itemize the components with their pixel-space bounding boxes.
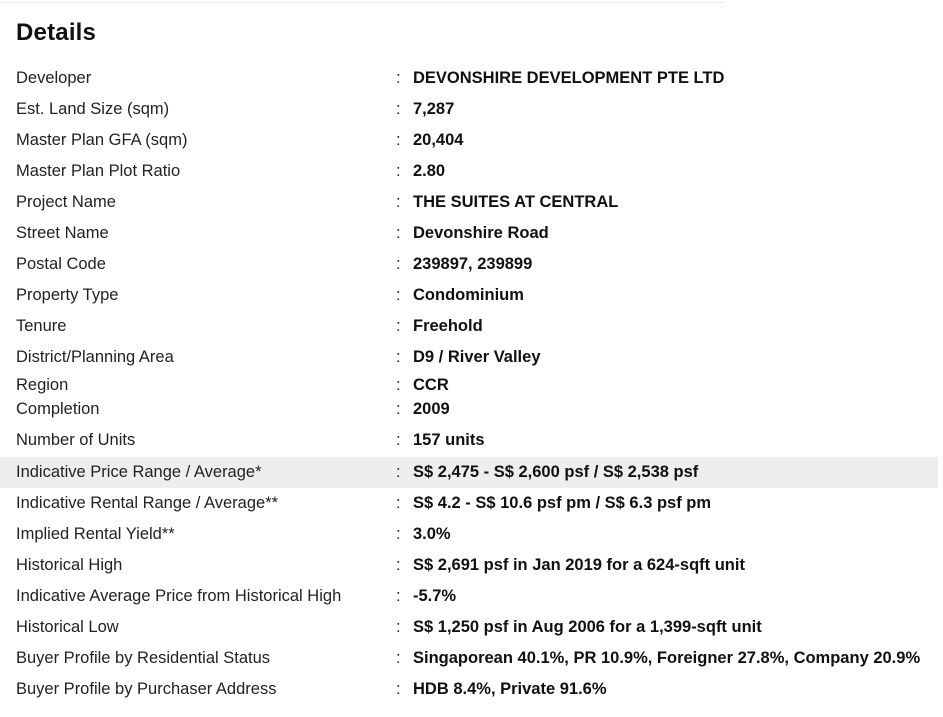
- detail-separator: :: [396, 400, 401, 418]
- detail-label: Number of Units: [16, 431, 136, 449]
- details-list: [0, 63, 943, 705]
- detail-value: D9 / River Valley: [413, 348, 541, 366]
- detail-separator: :: [396, 431, 401, 449]
- detail-separator: :: [396, 587, 401, 605]
- detail-label: Indicative Average Price from Historical High: [16, 587, 342, 605]
- detail-label: Indicative Price Range / Average*: [16, 463, 262, 481]
- detail-row-plot-ratio: [0, 156, 943, 187]
- section-title: Details: [16, 19, 97, 46]
- detail-row-district: [0, 342, 943, 373]
- detail-row-units: [0, 421, 943, 453]
- detail-value: 157 units: [413, 431, 485, 449]
- top-divider: [0, 2, 724, 3]
- detail-value: -5.7%: [413, 587, 457, 605]
- detail-value: THE SUITES AT CENTRAL: [413, 193, 619, 211]
- detail-separator: :: [396, 494, 401, 512]
- detail-label: Historical High: [16, 556, 123, 574]
- detail-label: Implied Rental Yield**: [16, 525, 175, 543]
- detail-row-postal-code: [0, 249, 943, 280]
- detail-value: Devonshire Road: [413, 224, 549, 242]
- detail-row-gfa: [0, 125, 943, 156]
- detail-row-project-name: [0, 187, 943, 218]
- detail-value: 239897, 239899: [413, 255, 533, 273]
- detail-separator: :: [396, 69, 401, 87]
- detail-separator: :: [396, 348, 401, 366]
- detail-separator: :: [396, 649, 401, 667]
- detail-separator: :: [396, 162, 401, 180]
- detail-row-buyer-residential: [0, 643, 943, 674]
- detail-row-avg-from-high: [0, 581, 943, 612]
- detail-label: Postal Code: [16, 255, 106, 273]
- detail-row-price-range: [0, 457, 938, 488]
- detail-row-historical-high: [0, 550, 943, 581]
- detail-row-buyer-address: [0, 674, 943, 705]
- detail-row-rental-yield: [0, 519, 943, 550]
- detail-row-land-size: [0, 94, 943, 125]
- detail-label: Est. Land Size (sqm): [16, 100, 170, 118]
- detail-row-historical-low: [0, 612, 943, 643]
- detail-separator: :: [396, 193, 401, 211]
- detail-row-rental-range: [0, 488, 943, 519]
- detail-row-completion: [0, 397, 943, 421]
- detail-label: Master Plan Plot Ratio: [16, 162, 181, 180]
- detail-separator: :: [396, 525, 401, 543]
- detail-value: S$ 2,691 psf in Jan 2019 for a 624-sqft unit: [413, 556, 745, 574]
- detail-label: Buyer Profile by Purchaser Address: [16, 680, 277, 698]
- detail-value: S$ 4.2 - S$ 10.6 psf pm / S$ 6.3 psf pm: [413, 494, 712, 512]
- detail-label: Street Name: [16, 224, 109, 242]
- detail-value: Condominium: [413, 286, 524, 304]
- detail-label: Developer: [16, 69, 92, 87]
- detail-value: 2009: [413, 400, 450, 418]
- detail-value: S$ 1,250 psf in Aug 2006 for a 1,399-sqft unit: [413, 618, 762, 636]
- detail-value: Freehold: [413, 317, 483, 335]
- detail-value: S$ 2,475 - S$ 2,600 psf / S$ 2,538 psf: [413, 463, 699, 481]
- detail-value: 20,404: [413, 131, 464, 149]
- detail-value: 7,287: [413, 100, 455, 118]
- detail-separator: :: [396, 100, 401, 118]
- detail-separator: :: [396, 286, 401, 304]
- detail-separator: :: [396, 463, 401, 481]
- detail-separator: :: [396, 680, 401, 698]
- detail-value: HDB 8.4%, Private 91.6%: [413, 680, 607, 698]
- detail-label: Historical Low: [16, 618, 119, 636]
- detail-row-property-type: [0, 280, 943, 311]
- detail-separator: :: [396, 224, 401, 242]
- detail-separator: :: [396, 131, 401, 149]
- detail-separator: :: [396, 376, 401, 394]
- detail-label: Buyer Profile by Residential Status: [16, 649, 271, 667]
- detail-separator: :: [396, 556, 401, 574]
- detail-value: 3.0%: [413, 525, 451, 543]
- detail-label: Project Name: [16, 193, 116, 211]
- detail-value: 2.80: [413, 162, 446, 180]
- detail-label: Region: [16, 376, 69, 394]
- detail-label: District/Planning Area: [16, 348, 174, 366]
- detail-label: Completion: [16, 400, 100, 418]
- detail-row-developer: [0, 63, 943, 94]
- detail-value: Singaporean 40.1%, PR 10.9%, Foreigner 27.8%, Company 20.9%: [413, 649, 921, 667]
- detail-label: Property Type: [16, 286, 119, 304]
- detail-value: CCR: [413, 376, 449, 394]
- detail-row-region: [0, 373, 943, 397]
- detail-separator: :: [396, 255, 401, 273]
- detail-label: Indicative Rental Range / Average**: [16, 494, 279, 512]
- detail-row-tenure: [0, 311, 943, 342]
- detail-value: DEVONSHIRE DEVELOPMENT PTE LTD: [413, 69, 725, 87]
- detail-separator: :: [396, 618, 401, 636]
- detail-row-street-name: [0, 218, 943, 249]
- detail-separator: :: [396, 317, 401, 335]
- detail-label: Tenure: [16, 317, 67, 335]
- detail-label: Master Plan GFA (sqm): [16, 131, 188, 149]
